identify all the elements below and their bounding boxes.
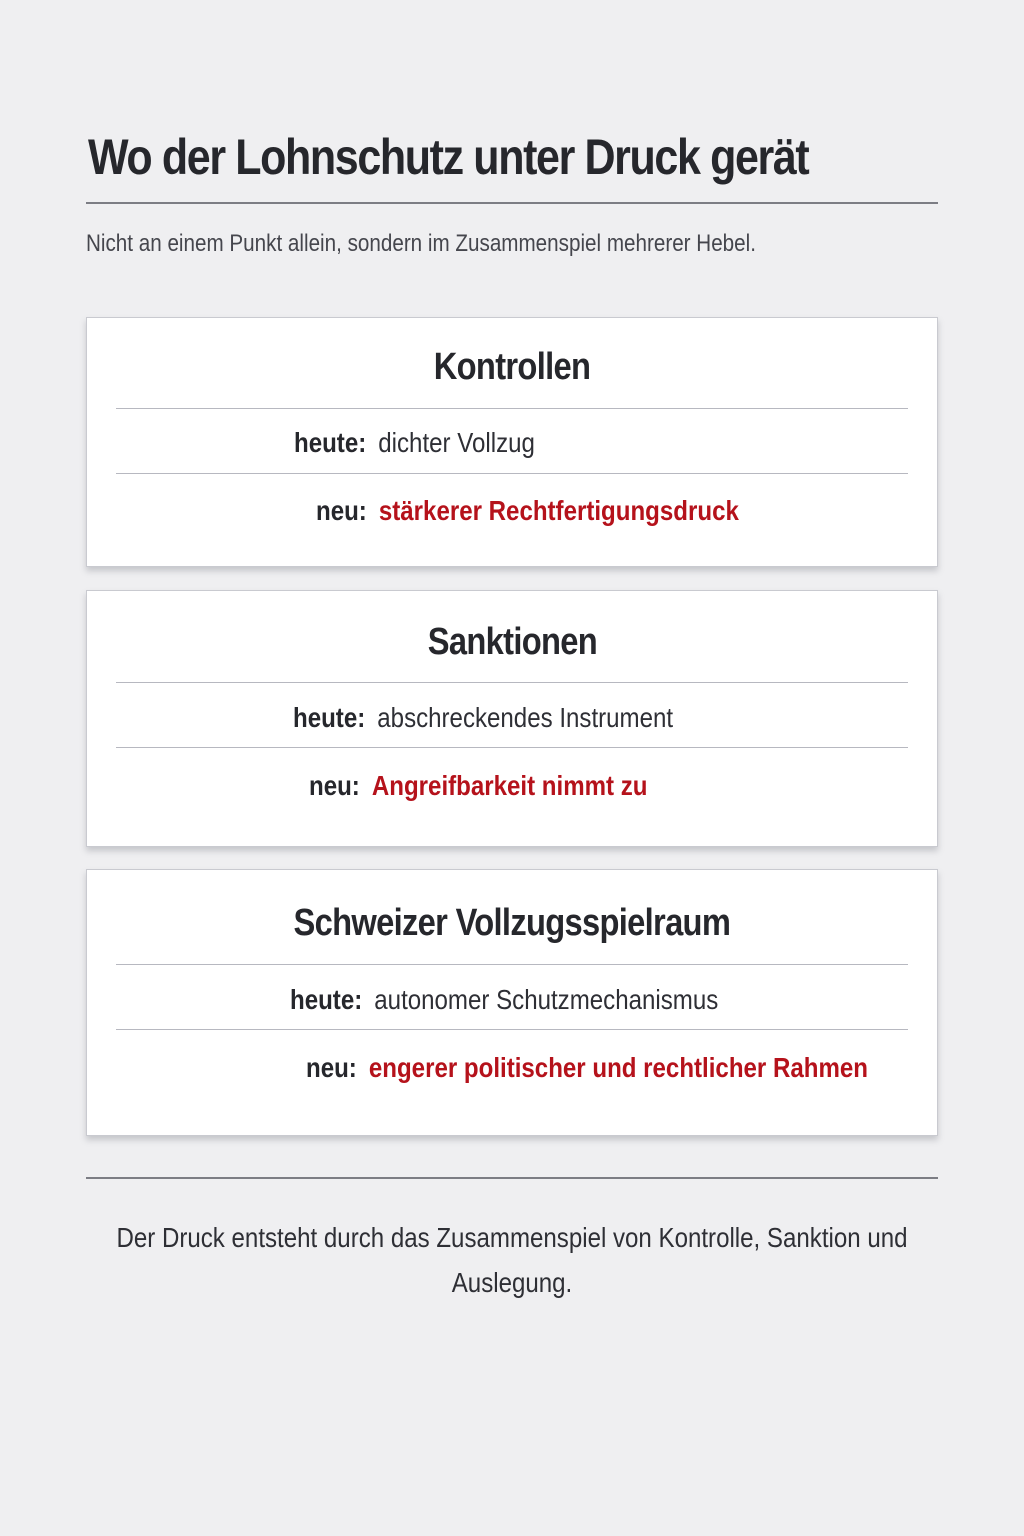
- card-title-text: Kontrollen: [433, 346, 591, 388]
- page-subtitle: Nicht an einem Punkt allein, sondern im Zusammenspiel mehrerer Hebel.: [86, 230, 756, 257]
- today-label: heute:: [294, 427, 367, 458]
- new-value: Angreifbarkeit nimmt zu: [371, 770, 648, 801]
- card-kontrollen: [86, 317, 938, 567]
- new-label: neu:: [306, 1052, 357, 1083]
- new-label: neu:: [316, 495, 367, 526]
- today-label: heute:: [293, 702, 366, 733]
- card-divider: [116, 408, 908, 409]
- card-vollzugsspielraum: [86, 869, 938, 1136]
- today-value: abschreckendes Instrument: [377, 702, 674, 733]
- new-value: engerer politischer und rechtlicher Rahmen: [368, 1052, 868, 1083]
- new-label: neu:: [309, 770, 360, 801]
- card-title: [87, 898, 937, 948]
- card-title: [87, 342, 937, 392]
- conclusion-text-content: Der Druck entsteht durch das Zusammenspiel von Kontrolle, Sanktion und Auslegung.: [116, 1222, 908, 1298]
- conclusion-text: [86, 1215, 938, 1305]
- card-sanktionen: [86, 590, 938, 847]
- new-value: stärkerer Rechtfertigungsdruck: [378, 495, 739, 526]
- card-divider: [116, 1029, 908, 1030]
- page-title: Wo der Lohnschutz unter Druck gerät: [88, 129, 809, 185]
- row-new: [87, 491, 937, 531]
- card-title: [87, 617, 937, 667]
- today-value: autonomer Schutzmechanismus: [374, 984, 719, 1015]
- footer-divider: [86, 1177, 938, 1179]
- today-label: heute:: [290, 984, 363, 1015]
- title-divider: [86, 202, 938, 204]
- row-new: [87, 766, 937, 806]
- row-new: [87, 1048, 937, 1088]
- card-divider: [116, 682, 908, 683]
- today-value: dichter Vollzug: [378, 427, 535, 458]
- card-divider: [116, 473, 908, 474]
- row-today: [87, 698, 937, 738]
- card-title-text: Sanktionen: [427, 621, 597, 663]
- card-divider: [116, 747, 908, 748]
- card-title-text: Schweizer Vollzugsspielraum: [293, 902, 731, 944]
- row-today: [87, 423, 937, 463]
- card-divider: [116, 964, 908, 965]
- row-today: [87, 980, 937, 1020]
